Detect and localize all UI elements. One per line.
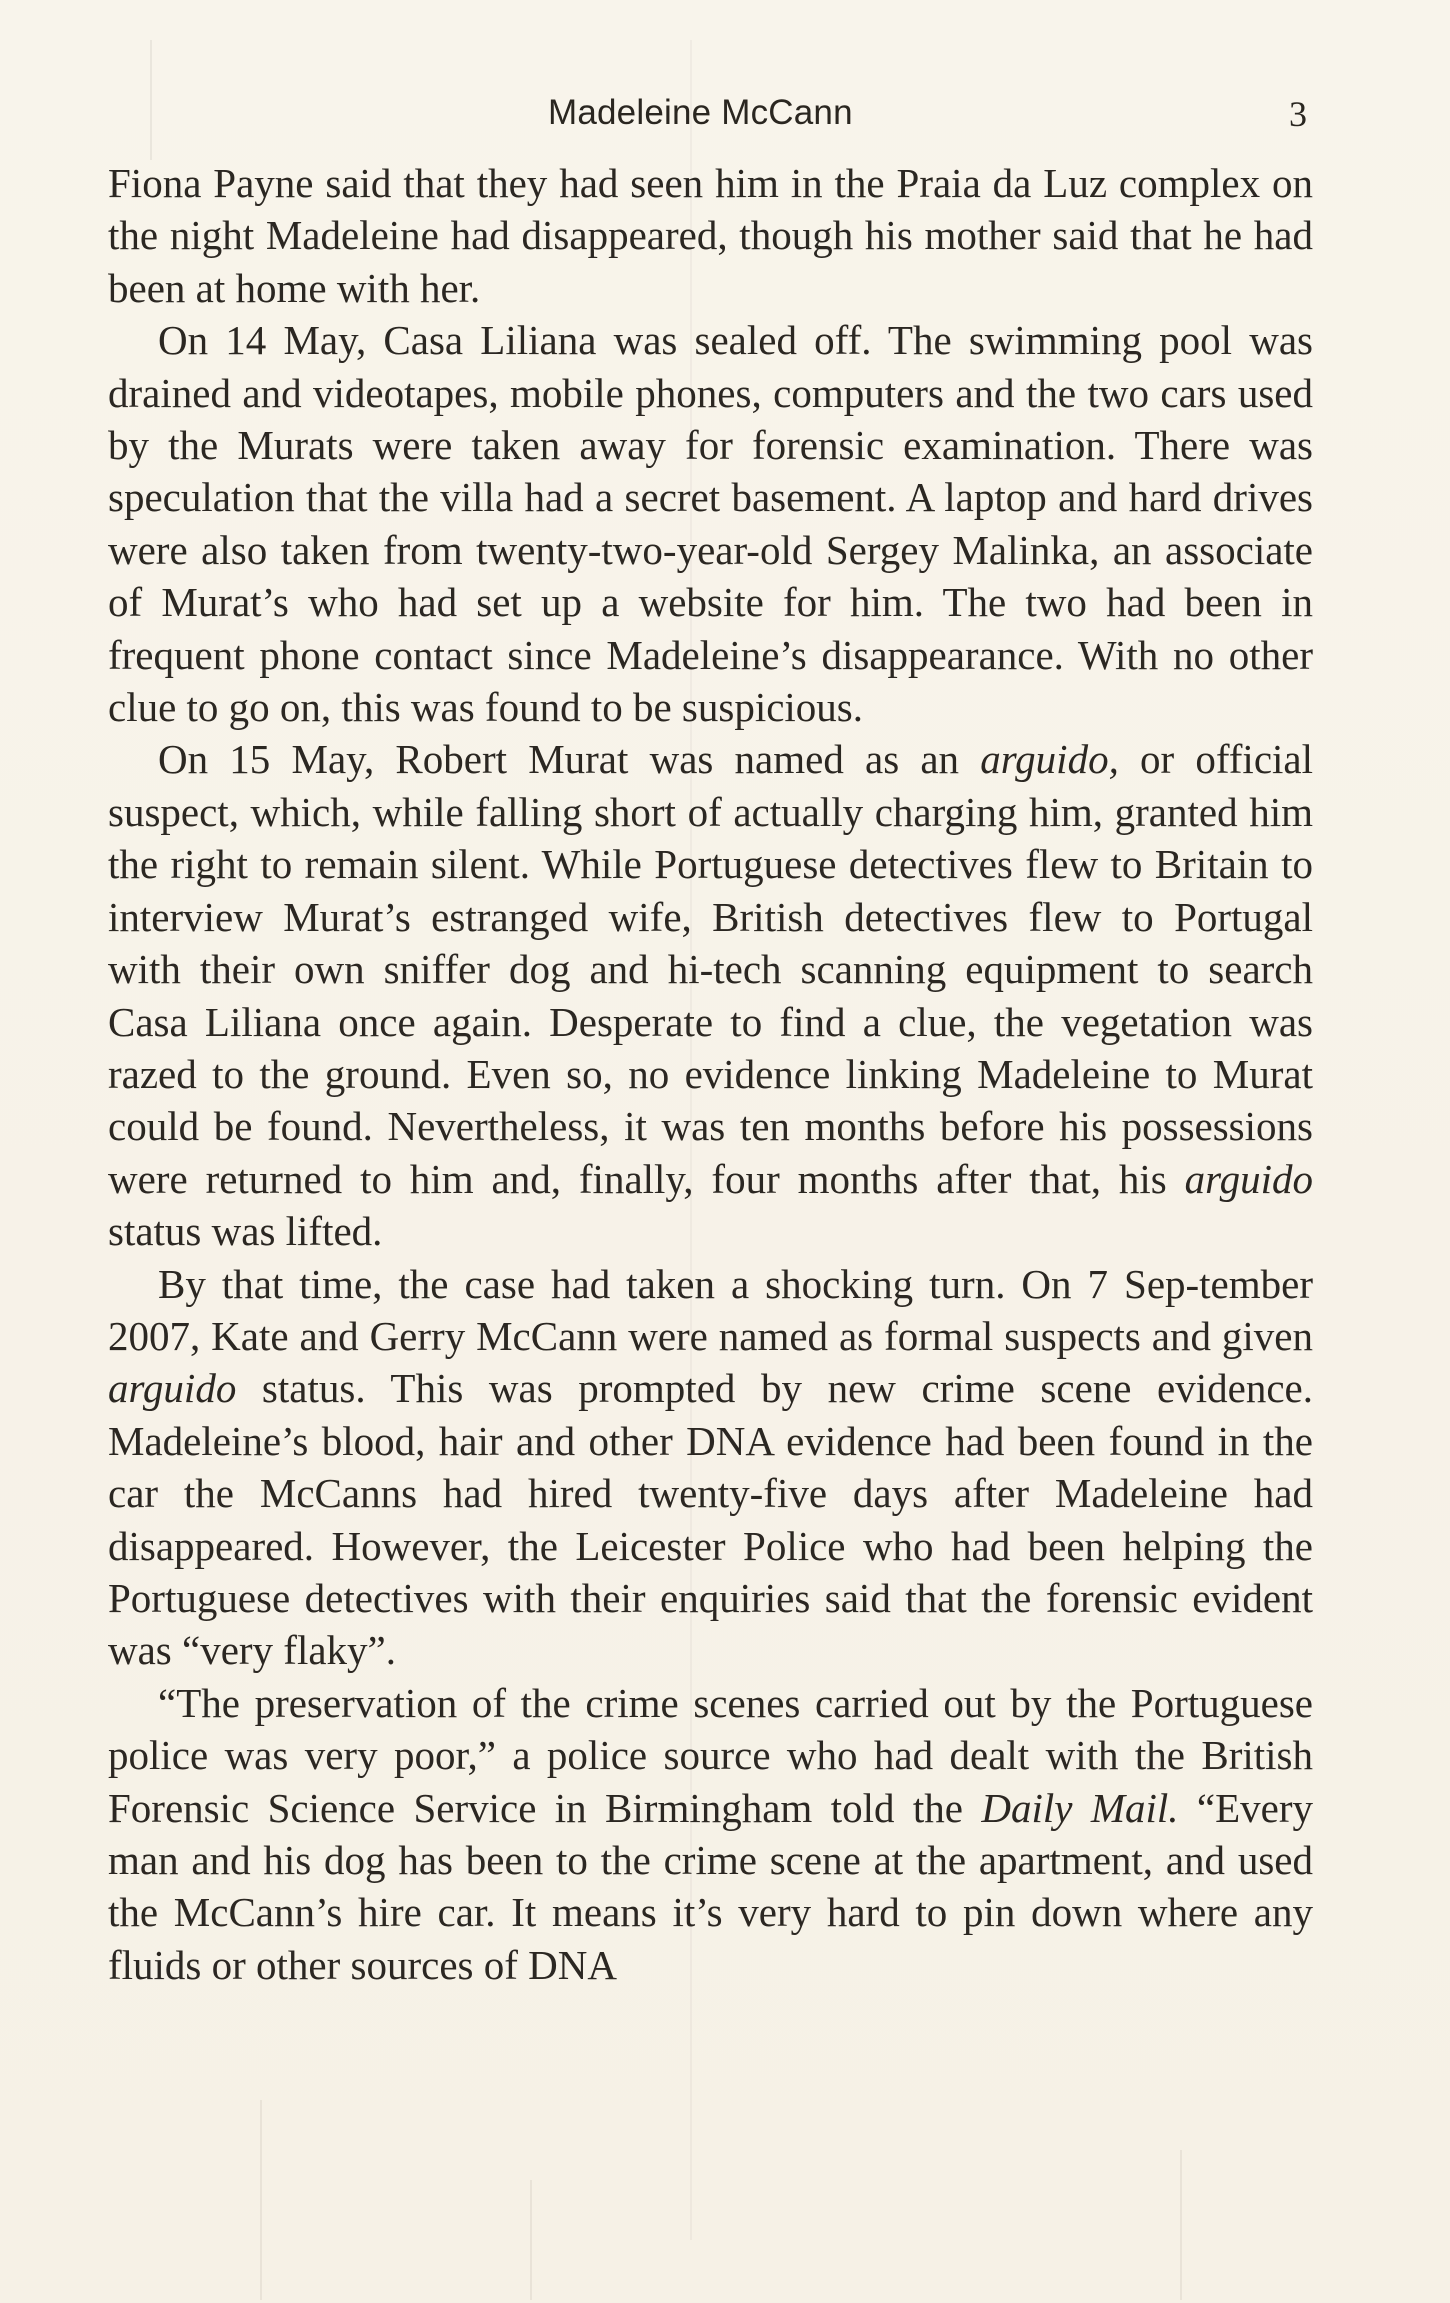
paper-crease	[1180, 2150, 1182, 2300]
paragraph-4-italic-arguido: arguido	[108, 1365, 237, 1412]
paragraph-3-text-b: or official suspect, which, while falling short of actually charging him, granted him the right to remain silent. While Portuguese detectives flew to Britain to interview Murat’s estranged wife, British detectives flew to Portugal with their own sniffer dog and hi-tech scanning equipment to search Casa Liliana once again. Desperate to find a clue, the vegetation was razed to the ground. Even so, no evidence linking Madeleine to Murat could be found. Nevertheless, it was ten months before his possessions were returned to him and, finally, four months after that, his	[108, 736, 1313, 1202]
paragraph-2: On 14 May, Casa Liliana was sealed off. The swimming pool was drained and videotapes, mobile phones, computers and the two cars used by the Murats were taken away for forensic examination. There was speculation that the villa had a secret basement. A laptop and hard drives were also taken from twenty-two-year-old Sergey Malinka, an associate of Murat’s who had set up a website for him. The two had been in frequent phone contact since Madeleine’s disappearance. With no other clue to go on, this was found to be suspicious.	[108, 317, 1313, 731]
paragraph-3-text-c: status was lifted.	[108, 1208, 383, 1255]
paragraph-5	[108, 1677, 1313, 1991]
paragraph-4	[108, 1258, 1313, 1677]
page-number: 3	[1289, 94, 1307, 134]
paragraph-5-text-a: “The preservation of the crime scenes carried out by the Portuguese police was very poor,” a police source who had dealt with the British Forensic Science Service in Birmingham told the	[108, 1679, 1313, 1831]
paragraph-5-italic-daily-mail: Daily Mail.	[981, 1784, 1179, 1831]
paragraph-4-text-b: status. This was prompted by new crime scene evidence. Madeleine’s blood, hair and other DNA evidence had been found in the car the McCanns had hired twenty-five days after Madeleine had disappeared. However, the Leicester Police who had been helping the Portuguese detectives with their enquiries said that the forensic evident was “very flaky”.	[108, 1365, 1313, 1674]
running-head: Madeleine McCann	[548, 93, 853, 132]
paragraph-5-text-b: “Every man and his dog has been to the crime scene at the apartment, and used the McCann’s hire car. It means it’s very hard to pin down where any fluids or other sources of DNA	[108, 1784, 1314, 1988]
paragraph-4-text-a: By that time, the case had taken a shocking turn. On 7 Sep-tember 2007, Kate and Gerry McCann were named as formal suspects and given	[108, 1260, 1313, 1359]
paper-crease	[530, 2180, 532, 2300]
paper-crease	[150, 40, 152, 160]
paragraph-3-text-a: On 15 May, Robert Murat was named as an	[158, 736, 981, 783]
paragraph-3-italic-arguido: arguido,	[980, 736, 1119, 783]
paragraph-3	[108, 733, 1313, 1257]
paper-crease	[260, 2100, 262, 2300]
paragraph-1: Fiona Payne said that they had seen him in the Praia da Luz complex on the night Madeleine had disappeared, though his mother said that he had been at home with her.	[108, 160, 1313, 311]
paragraph-3-italic-arguido-2: arguido	[1184, 1155, 1313, 1202]
body-text	[108, 157, 1313, 1991]
